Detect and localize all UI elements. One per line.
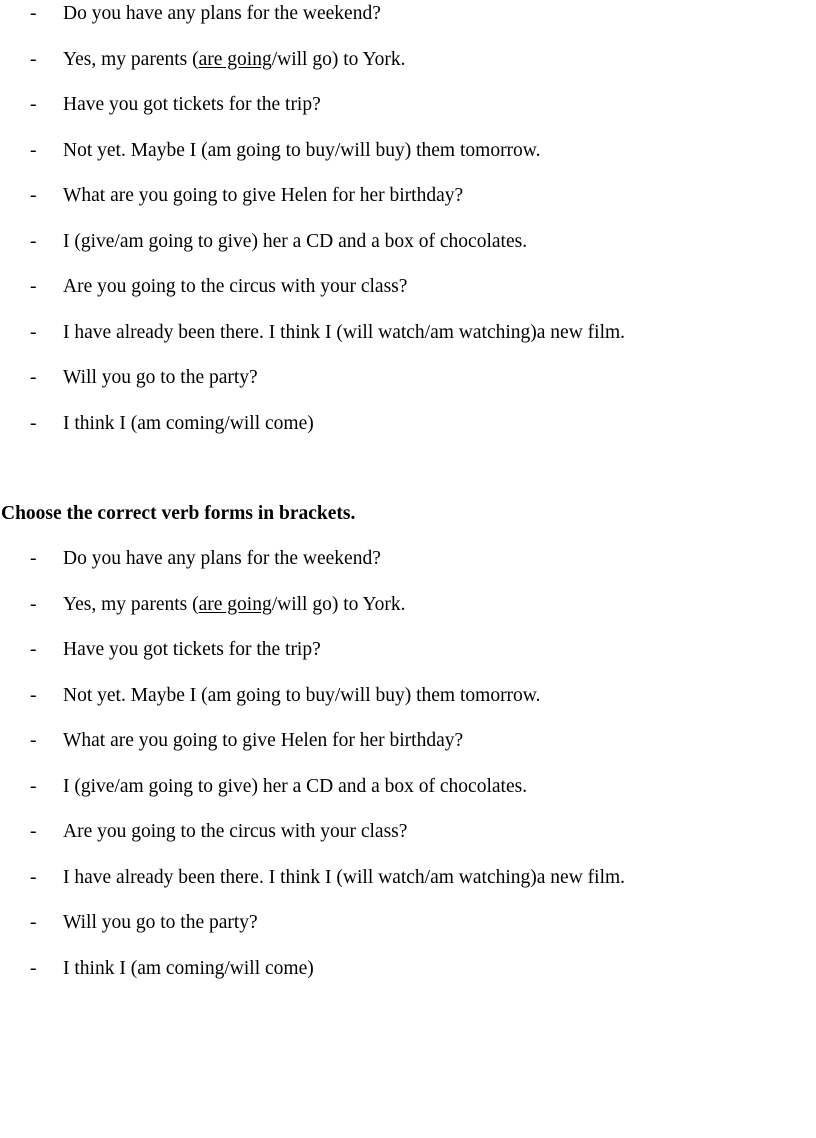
bullet-dash: -	[30, 957, 37, 979]
bullet-dash: -	[30, 593, 37, 615]
bullet-dash: -	[30, 48, 37, 70]
dialogue-text-pre: I have already been there. I think I (will watch/am watching)a new film.	[63, 321, 626, 343]
dialogue-text	[63, 638, 321, 662]
dialogue-text-pre: What are you going to give Helen for her birthday?	[63, 730, 464, 751]
dialogue-text-pre: Have you got tickets for the trip?	[63, 94, 321, 115]
dialogue-text	[63, 412, 314, 436]
dialogue-text	[63, 139, 541, 163]
bullet-dash: -	[30, 684, 37, 706]
dialogue-text-pre: Have you got tickets for the trip?	[63, 639, 321, 660]
bullet-dash: -	[30, 548, 37, 569]
bullet-dash: -	[30, 866, 37, 888]
bullet-dash: -	[30, 775, 37, 797]
dialogue-text	[63, 911, 258, 935]
bullet-dash: -	[30, 821, 37, 842]
dialogue-text	[63, 957, 314, 981]
underlined-answer: are going	[198, 48, 272, 70]
dialogue-text-pre: Are you going to the circus with your class?	[63, 276, 408, 297]
dialogue-text-pre: Are you going to the circus with your class?	[63, 821, 408, 842]
dialogue-text	[63, 321, 625, 345]
bullet-dash: -	[30, 276, 37, 297]
dialogue-text	[63, 547, 381, 571]
dialogue-text-pre: Yes, my parents (	[63, 593, 199, 615]
bullet-dash: -	[30, 412, 37, 434]
dialogue-text	[63, 48, 406, 72]
bullet-dash: -	[30, 639, 37, 660]
dialogue-text	[63, 684, 541, 708]
dialogue-text-post: /will go) to York.	[271, 593, 406, 615]
dialogue-text-pre: I think I (am coming/will come)	[63, 412, 314, 434]
dialogue-text	[63, 729, 463, 753]
exercise-heading: Choose the correct verb forms in brackets.	[1, 503, 356, 524]
bullet-dash: -	[30, 230, 37, 252]
dialogue-text-pre: Do you have any plans for the weekend?	[63, 548, 381, 569]
bullet-dash: -	[30, 367, 37, 388]
dialogue-text	[63, 775, 527, 799]
bullet-dash: -	[30, 730, 37, 751]
dialogue-text-pre: Will you go to the party?	[63, 367, 258, 388]
bullet-dash: -	[30, 3, 37, 24]
dialogue-text-pre: I (give/am going to give) her a CD and a box of chocolates.	[63, 230, 528, 252]
dialogue-text-pre: Yes, my parents (	[63, 48, 199, 70]
dialogue-text-pre: Not yet. Maybe I (am going to buy/will buy) them tomorrow.	[63, 684, 541, 706]
dialogue-text	[63, 2, 381, 26]
dialogue-text-pre: I have already been there. I think I (will watch/am watching)a new film.	[63, 866, 626, 888]
dialogue-text-pre: Do you have any plans for the weekend?	[63, 3, 381, 24]
bullet-dash: -	[30, 321, 37, 343]
dialogue-text-pre: Will you go to the party?	[63, 912, 258, 933]
bullet-dash: -	[30, 185, 37, 206]
dialogue-text	[63, 275, 407, 299]
dialogue-text	[63, 184, 463, 208]
dialogue-text-post: /will go) to York.	[271, 48, 406, 70]
dialogue-text	[63, 93, 321, 117]
dialogue-text	[63, 230, 527, 254]
bullet-dash: -	[30, 94, 37, 115]
bullet-dash: -	[30, 912, 37, 933]
dialogue-text	[63, 366, 258, 390]
dialogue-text	[63, 820, 407, 844]
dialogue-text-pre: I think I (am coming/will come)	[63, 957, 314, 979]
dialogue-text-pre: I (give/am going to give) her a CD and a box of chocolates.	[63, 775, 528, 797]
dialogue-text-pre: Not yet. Maybe I (am going to buy/will buy) them tomorrow.	[63, 139, 541, 161]
bullet-dash: -	[30, 139, 37, 161]
underlined-answer: are going	[198, 593, 272, 615]
dialogue-text	[63, 593, 406, 617]
dialogue-text	[63, 866, 625, 890]
dialogue-text-pre: What are you going to give Helen for her birthday?	[63, 185, 464, 206]
